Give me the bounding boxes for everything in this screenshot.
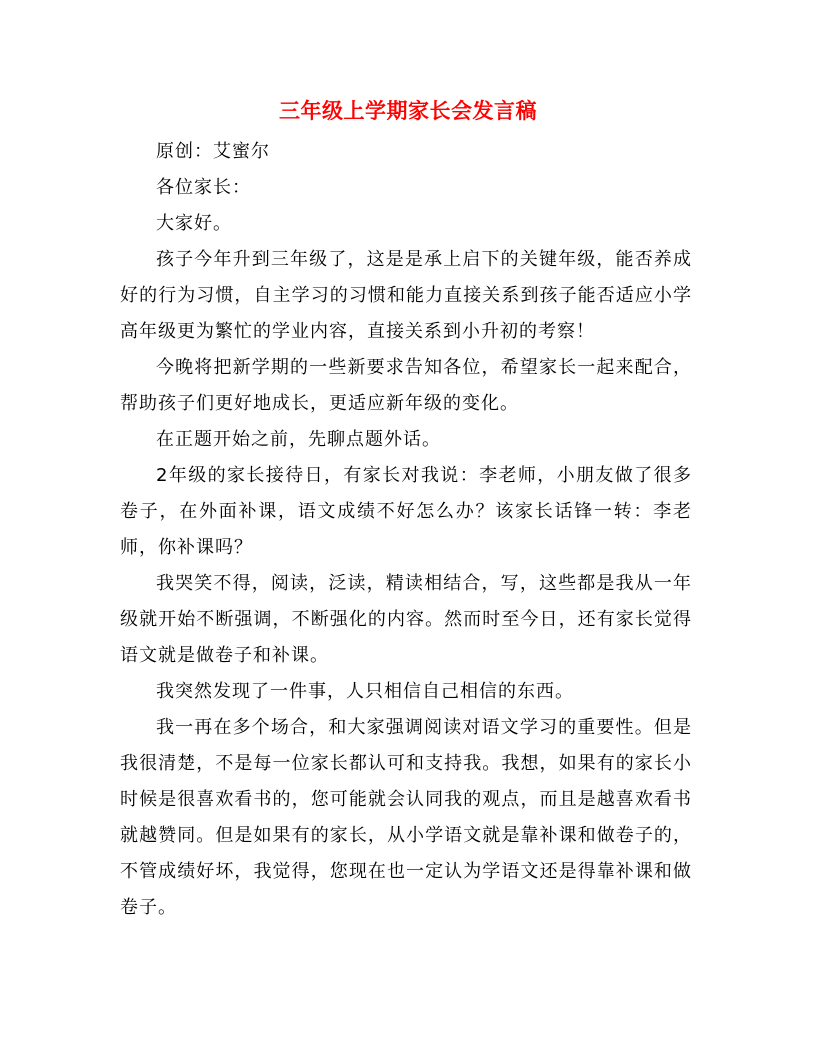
paragraph: 我突然发现了一件事，人只相信自己相信的东西。 [156, 681, 574, 702]
paragraph: 在正题开始之前，先聊点题外话。 [156, 429, 441, 450]
greeting: 大家好。 [156, 213, 232, 234]
paragraph: 今晚将把新学期的一些新要求告知各位，希望家长一起来配合，帮助孩子们更好地成长，更适应新年级的变化。 [120, 357, 692, 414]
salutation: 各位家长： [156, 177, 251, 198]
document-body [120, 134, 692, 926]
paragraph: 孩子今年升到三年级了，这是是承上启下的关键年级，能否养成好的行为习惯，自主学习的习惯和能力直接关系到孩子能否适应小学高年级更为繁忙的学业内容，直接关系到小升初的考察！ [120, 249, 692, 342]
paragraph: 2年级的家长接待日，有家长对我说：李老师，小朋友做了很多卷子，在外面补课，语文成绩不好怎么办？该家长话锋一转：李老师，你补课吗？ [120, 465, 692, 558]
paragraph: 我哭笑不得，阅读，泛读，精读相结合，写，这些都是我从一年级就开始不断强调，不断强化的内容。然而时至今日，还有家长觉得语文就是做卷子和补课。 [120, 573, 692, 666]
author-line: 原创：艾蜜尔 [156, 141, 270, 162]
paragraph: 我一再在多个场合，和大家强调阅读对语文学习的重要性。但是我很清楚，不是每一位家长都认可和支持我。我想，如果有的家长小时候是很喜欢看书的，您可能就会认同我的观点，而且是越喜欢看书就越赞同。但是如果有的家长，从小学语文就是靠补课和做卷子的，不管成绩好坏，我觉得，您现在也一定认为学语文还是得靠补课和做卷子。 [120, 717, 692, 918]
document-title: 三年级上学期家长会发言稿 [279, 98, 537, 123]
